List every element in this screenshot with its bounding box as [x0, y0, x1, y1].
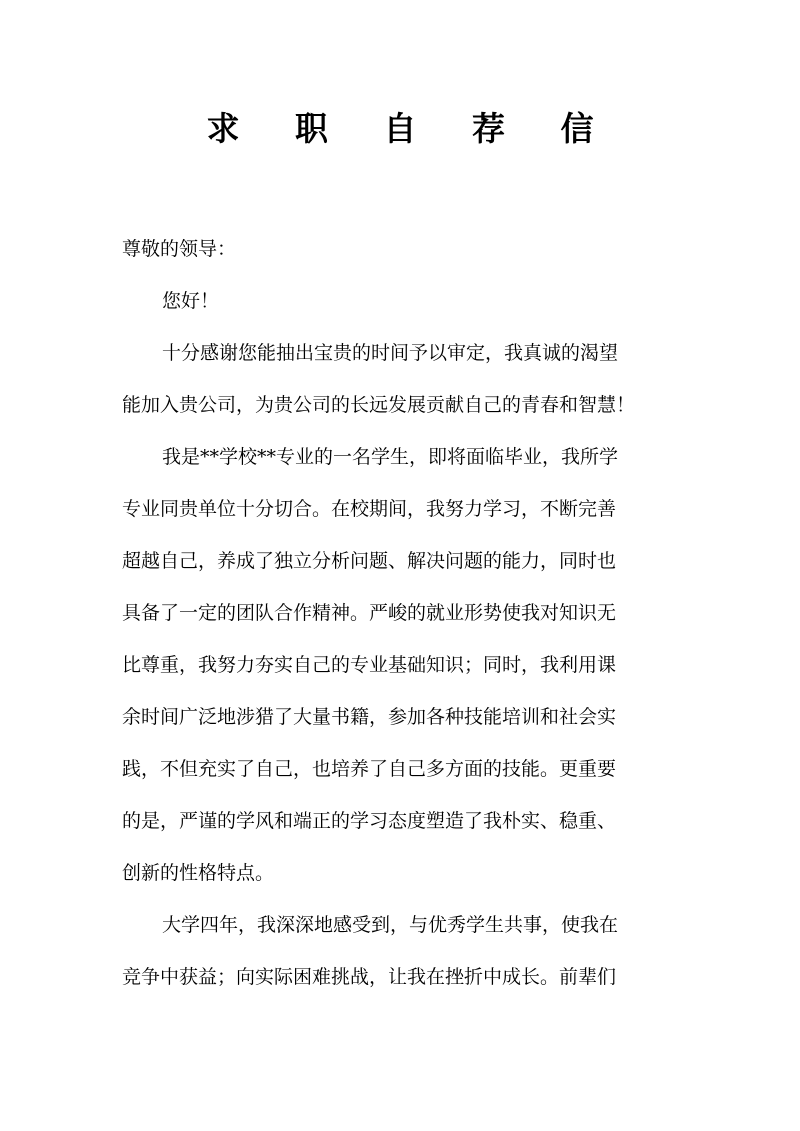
paragraph-line: 比尊重，我努力夯实自己的专业基础知识；同时，我利用课 — [122, 654, 617, 676]
paragraph-line: 专业同贵单位十分切合。在校期间，我努力学习，不断完善 — [122, 498, 617, 520]
paragraph-line: 竞争中获益；向实际困难挑战，让我在挫折中成长。前辈们 — [122, 966, 617, 988]
paragraph-line: 践，不但充实了自己，也培养了自己多方面的技能。更重要 — [122, 758, 617, 780]
letter-title: 求 职 自 荐 信 — [206, 109, 616, 148]
paragraph-line: 的是，严谨的学风和端正的学习态度塑造了我朴实、稳重、 — [122, 810, 617, 832]
paragraph-line: 超越自己，养成了独立分析问题、解决问题的能力，同时也 — [122, 550, 617, 572]
greeting: 您好！ — [162, 290, 220, 312]
paragraph-line: 具备了一定的团队合作精神。严峻的就业形势使我对知识无 — [122, 602, 617, 624]
paragraph-line: 我是**学校**专业的一名学生，即将面临毕业，我所学 — [162, 446, 619, 468]
paragraph-line: 能加入贵公司，为贵公司的长远发展贡献自己的青春和智慧！ — [122, 394, 636, 416]
paragraph-line: 余时间广泛地涉猎了大量书籍，参加各种技能培训和社会实 — [122, 706, 617, 728]
paragraph-line: 大学四年，我深深地感受到，与优秀学生共事，使我在 — [162, 914, 619, 936]
paragraph-line: 创新的性格特点。 — [122, 862, 275, 884]
salutation: 尊敬的领导： — [122, 238, 237, 260]
paragraph-line: 十分感谢您能抽出宝贵的时间予以审定，我真诚的渴望 — [162, 342, 619, 364]
